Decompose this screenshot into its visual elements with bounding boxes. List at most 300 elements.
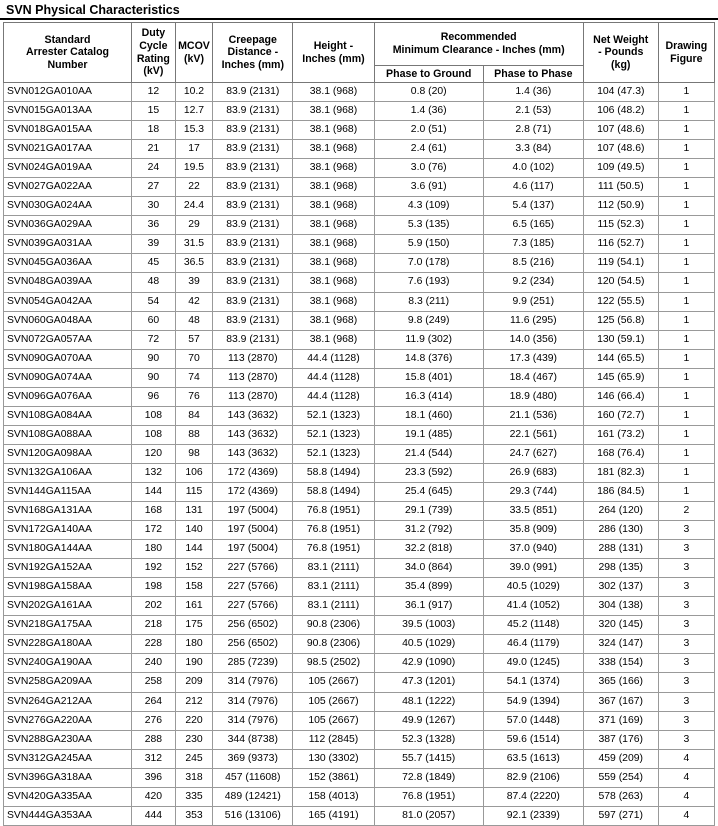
cell-catalog-number: SVN039GA031AA bbox=[4, 235, 132, 254]
cell-height: 52.1 (1323) bbox=[293, 444, 374, 463]
cell-phase-to-ground: 19.1 (485) bbox=[374, 425, 483, 444]
cell-net-weight: 264 (120) bbox=[583, 502, 658, 521]
cell-phase-to-ground: 81.0 (2057) bbox=[374, 806, 483, 825]
cell-mcov: 39 bbox=[175, 273, 212, 292]
table-row bbox=[4, 635, 715, 654]
cell-height: 58.8 (1494) bbox=[293, 463, 374, 482]
cell-mcov: 230 bbox=[175, 730, 212, 749]
cell-net-weight: 304 (138) bbox=[583, 597, 658, 616]
cell-phase-to-ground: 72.8 (1849) bbox=[374, 768, 483, 787]
cell-height: 76.8 (1951) bbox=[293, 521, 374, 540]
table-row bbox=[4, 463, 715, 482]
cell-mcov: 318 bbox=[175, 768, 212, 787]
cell-drawing-figure: 1 bbox=[658, 273, 714, 292]
cell-duty-cycle: 264 bbox=[132, 692, 176, 711]
cell-phase-to-ground: 76.8 (1951) bbox=[374, 787, 483, 806]
cell-creepage: 83.9 (2131) bbox=[213, 102, 293, 121]
cell-net-weight: 387 (176) bbox=[583, 730, 658, 749]
cell-height: 152 (3861) bbox=[293, 768, 374, 787]
cell-catalog-number: SVN108GA088AA bbox=[4, 425, 132, 444]
cell-mcov: 158 bbox=[175, 578, 212, 597]
cell-duty-cycle: 60 bbox=[132, 311, 176, 330]
cell-net-weight: 298 (135) bbox=[583, 559, 658, 578]
cell-height: 158 (4013) bbox=[293, 787, 374, 806]
cell-duty-cycle: 396 bbox=[132, 768, 176, 787]
cell-catalog-number: SVN090GA074AA bbox=[4, 368, 132, 387]
header-creepage bbox=[213, 23, 293, 83]
table-row bbox=[4, 692, 715, 711]
cell-catalog-number: SVN202GA161AA bbox=[4, 597, 132, 616]
cell-height: 44.4 (1128) bbox=[293, 349, 374, 368]
table-row bbox=[4, 521, 715, 540]
cell-phase-to-ground: 52.3 (1328) bbox=[374, 730, 483, 749]
cell-net-weight: 288 (131) bbox=[583, 540, 658, 559]
cell-phase-to-ground: 4.3 (109) bbox=[374, 197, 483, 216]
header-line: - Pounds bbox=[598, 46, 644, 59]
cell-drawing-figure: 3 bbox=[658, 578, 714, 597]
cell-creepage: 83.9 (2131) bbox=[213, 254, 293, 273]
cell-phase-to-phase: 35.8 (909) bbox=[483, 521, 583, 540]
header-clearance bbox=[374, 23, 583, 66]
cell-catalog-number: SVN018GA015AA bbox=[4, 121, 132, 140]
table-row bbox=[4, 121, 715, 140]
cell-creepage: 285 (7239) bbox=[213, 654, 293, 673]
cell-creepage: 314 (7976) bbox=[213, 711, 293, 730]
cell-net-weight: 111 (50.5) bbox=[583, 178, 658, 197]
cell-net-weight: 338 (154) bbox=[583, 654, 658, 673]
cell-height: 58.8 (1494) bbox=[293, 482, 374, 501]
cell-duty-cycle: 228 bbox=[132, 635, 176, 654]
cell-mcov: 245 bbox=[175, 749, 212, 768]
cell-creepage: 83.9 (2131) bbox=[213, 311, 293, 330]
cell-mcov: 190 bbox=[175, 654, 212, 673]
table-row bbox=[4, 673, 715, 692]
table-row bbox=[4, 235, 715, 254]
cell-drawing-figure: 4 bbox=[658, 768, 714, 787]
cell-net-weight: 459 (209) bbox=[583, 749, 658, 768]
cell-mcov: 31.5 bbox=[175, 235, 212, 254]
cell-mcov: 152 bbox=[175, 559, 212, 578]
cell-mcov: 209 bbox=[175, 673, 212, 692]
cell-height: 76.8 (1951) bbox=[293, 540, 374, 559]
cell-mcov: 74 bbox=[175, 368, 212, 387]
header-phase-to-ground: Phase to Ground bbox=[374, 66, 483, 83]
cell-height: 38.1 (968) bbox=[293, 216, 374, 235]
cell-net-weight: 144 (65.5) bbox=[583, 349, 658, 368]
header-net-weight bbox=[583, 23, 658, 83]
cell-phase-to-phase: 4.6 (117) bbox=[483, 178, 583, 197]
cell-catalog-number: SVN420GA335AA bbox=[4, 787, 132, 806]
cell-catalog-number: SVN132GA106AA bbox=[4, 463, 132, 482]
cell-mcov: 115 bbox=[175, 482, 212, 501]
cell-duty-cycle: 18 bbox=[132, 121, 176, 140]
header-line: Recommended bbox=[440, 31, 517, 44]
cell-creepage: 457 (11608) bbox=[213, 768, 293, 787]
cell-mcov: 12.7 bbox=[175, 102, 212, 121]
header-line: Creepage bbox=[228, 33, 277, 46]
cell-creepage: 256 (6502) bbox=[213, 616, 293, 635]
cell-phase-to-ground: 23.3 (592) bbox=[374, 463, 483, 482]
cell-catalog-number: SVN396GA318AA bbox=[4, 768, 132, 787]
cell-creepage: 143 (3632) bbox=[213, 425, 293, 444]
cell-height: 76.8 (1951) bbox=[293, 502, 374, 521]
header-line: Distance - bbox=[227, 46, 279, 59]
cell-mcov: 10.2 bbox=[175, 83, 212, 102]
cell-height: 38.1 (968) bbox=[293, 159, 374, 178]
cell-creepage: 227 (5766) bbox=[213, 578, 293, 597]
cell-phase-to-phase: 21.1 (536) bbox=[483, 406, 583, 425]
cell-net-weight: 181 (82.3) bbox=[583, 463, 658, 482]
table-row bbox=[4, 330, 715, 349]
header-line: Minimum Clearance - Inches (mm) bbox=[392, 44, 565, 56]
cell-creepage: 369 (9373) bbox=[213, 749, 293, 768]
cell-phase-to-ground: 47.3 (1201) bbox=[374, 673, 483, 692]
cell-creepage: 197 (5004) bbox=[213, 521, 293, 540]
cell-duty-cycle: 258 bbox=[132, 673, 176, 692]
cell-catalog-number: SVN444GA353AA bbox=[4, 806, 132, 825]
cell-phase-to-phase: 3.3 (84) bbox=[483, 140, 583, 159]
title-rule bbox=[0, 18, 718, 20]
cell-creepage: 83.9 (2131) bbox=[213, 216, 293, 235]
cell-catalog-number: SVN228GA180AA bbox=[4, 635, 132, 654]
cell-catalog-number: SVN276GA220AA bbox=[4, 711, 132, 730]
cell-duty-cycle: 276 bbox=[132, 711, 176, 730]
table-body bbox=[4, 83, 715, 826]
cell-creepage: 83.9 (2131) bbox=[213, 235, 293, 254]
cell-mcov: 88 bbox=[175, 425, 212, 444]
cell-net-weight: 107 (48.6) bbox=[583, 140, 658, 159]
cell-creepage: 197 (5004) bbox=[213, 502, 293, 521]
cell-net-weight: 320 (145) bbox=[583, 616, 658, 635]
cell-creepage: 83.9 (2131) bbox=[213, 330, 293, 349]
cell-height: 83.1 (2111) bbox=[293, 559, 374, 578]
header-drawing-figure bbox=[658, 23, 714, 83]
cell-height: 38.1 (968) bbox=[293, 273, 374, 292]
table-row bbox=[4, 178, 715, 197]
table-row bbox=[4, 787, 715, 806]
cell-height: 52.1 (1323) bbox=[293, 406, 374, 425]
cell-mcov: 70 bbox=[175, 349, 212, 368]
cell-height: 90.8 (2306) bbox=[293, 635, 374, 654]
cell-creepage: 83.9 (2131) bbox=[213, 292, 293, 311]
cell-catalog-number: SVN048GA039AA bbox=[4, 273, 132, 292]
cell-creepage: 113 (2870) bbox=[213, 368, 293, 387]
cell-net-weight: 109 (49.5) bbox=[583, 159, 658, 178]
cell-mcov: 131 bbox=[175, 502, 212, 521]
cell-net-weight: 146 (66.4) bbox=[583, 387, 658, 406]
cell-drawing-figure: 1 bbox=[658, 330, 714, 349]
cell-mcov: 175 bbox=[175, 616, 212, 635]
cell-phase-to-ground: 55.7 (1415) bbox=[374, 749, 483, 768]
header-line: Number bbox=[47, 58, 88, 71]
cell-catalog-number: SVN264GA212AA bbox=[4, 692, 132, 711]
cell-creepage: 314 (7976) bbox=[213, 692, 293, 711]
cell-catalog-number: SVN027GA022AA bbox=[4, 178, 132, 197]
cell-phase-to-phase: 7.3 (185) bbox=[483, 235, 583, 254]
cell-net-weight: 168 (76.4) bbox=[583, 444, 658, 463]
cell-duty-cycle: 288 bbox=[132, 730, 176, 749]
table-row bbox=[4, 482, 715, 501]
cell-phase-to-ground: 42.9 (1090) bbox=[374, 654, 483, 673]
header-line: Rating bbox=[136, 52, 170, 65]
header-line: Cycle bbox=[139, 39, 168, 52]
cell-drawing-figure: 3 bbox=[658, 635, 714, 654]
cell-phase-to-phase: 6.5 (165) bbox=[483, 216, 583, 235]
cell-mcov: 76 bbox=[175, 387, 212, 406]
cell-catalog-number: SVN096GA076AA bbox=[4, 387, 132, 406]
cell-catalog-number: SVN312GA245AA bbox=[4, 749, 132, 768]
cell-phase-to-ground: 31.2 (792) bbox=[374, 521, 483, 540]
table-row bbox=[4, 559, 715, 578]
table-row bbox=[4, 597, 715, 616]
cell-duty-cycle: 90 bbox=[132, 368, 176, 387]
header-line: Inches (mm) bbox=[221, 58, 284, 71]
cell-phase-to-ground: 7.0 (178) bbox=[374, 254, 483, 273]
cell-mcov: 22 bbox=[175, 178, 212, 197]
cell-net-weight: 122 (55.5) bbox=[583, 292, 658, 311]
header-line: (kV) bbox=[183, 52, 204, 65]
table-row bbox=[4, 749, 715, 768]
cell-creepage: 172 (4369) bbox=[213, 482, 293, 501]
cell-phase-to-phase: 45.2 (1148) bbox=[483, 616, 583, 635]
table-row bbox=[4, 387, 715, 406]
cell-height: 38.1 (968) bbox=[293, 197, 374, 216]
cell-net-weight: 107 (48.6) bbox=[583, 121, 658, 140]
cell-duty-cycle: 108 bbox=[132, 425, 176, 444]
cell-duty-cycle: 132 bbox=[132, 463, 176, 482]
cell-height: 165 (4191) bbox=[293, 806, 374, 825]
cell-phase-to-phase: 29.3 (744) bbox=[483, 482, 583, 501]
header-height bbox=[293, 23, 374, 83]
cell-mcov: 220 bbox=[175, 711, 212, 730]
cell-phase-to-phase: 26.9 (683) bbox=[483, 463, 583, 482]
header-line: (kg) bbox=[611, 58, 631, 71]
cell-duty-cycle: 21 bbox=[132, 140, 176, 159]
cell-phase-to-phase: 33.5 (851) bbox=[483, 502, 583, 521]
cell-net-weight: 324 (147) bbox=[583, 635, 658, 654]
cell-duty-cycle: 180 bbox=[132, 540, 176, 559]
cell-drawing-figure: 1 bbox=[658, 102, 714, 121]
cell-mcov: 29 bbox=[175, 216, 212, 235]
cell-phase-to-ground: 21.4 (544) bbox=[374, 444, 483, 463]
cell-creepage: 489 (12421) bbox=[213, 787, 293, 806]
cell-phase-to-ground: 14.8 (376) bbox=[374, 349, 483, 368]
table-row bbox=[4, 83, 715, 102]
cell-net-weight: 578 (263) bbox=[583, 787, 658, 806]
cell-drawing-figure: 1 bbox=[658, 425, 714, 444]
header-line: Duty bbox=[141, 27, 166, 40]
table-row bbox=[4, 502, 715, 521]
cell-phase-to-phase: 18.9 (480) bbox=[483, 387, 583, 406]
cell-catalog-number: SVN030GA024AA bbox=[4, 197, 132, 216]
cell-net-weight: 597 (271) bbox=[583, 806, 658, 825]
cell-mcov: 48 bbox=[175, 311, 212, 330]
cell-phase-to-ground: 25.4 (645) bbox=[374, 482, 483, 501]
header-mcov bbox=[175, 23, 212, 83]
cell-duty-cycle: 420 bbox=[132, 787, 176, 806]
header-line: Arrester Catalog bbox=[26, 46, 110, 59]
cell-phase-to-phase: 1.4 (36) bbox=[483, 83, 583, 102]
cell-catalog-number: SVN090GA070AA bbox=[4, 349, 132, 368]
cell-phase-to-phase: 2.1 (53) bbox=[483, 102, 583, 121]
cell-creepage: 83.9 (2131) bbox=[213, 197, 293, 216]
cell-height: 38.1 (968) bbox=[293, 330, 374, 349]
cell-mcov: 140 bbox=[175, 521, 212, 540]
cell-duty-cycle: 15 bbox=[132, 102, 176, 121]
table-row bbox=[4, 349, 715, 368]
cell-creepage: 516 (13106) bbox=[213, 806, 293, 825]
cell-mcov: 106 bbox=[175, 463, 212, 482]
cell-creepage: 83.9 (2131) bbox=[213, 159, 293, 178]
cell-phase-to-phase: 22.1 (561) bbox=[483, 425, 583, 444]
cell-mcov: 36.5 bbox=[175, 254, 212, 273]
cell-net-weight: 367 (167) bbox=[583, 692, 658, 711]
cell-drawing-figure: 1 bbox=[658, 121, 714, 140]
cell-duty-cycle: 202 bbox=[132, 597, 176, 616]
cell-creepage: 314 (7976) bbox=[213, 673, 293, 692]
cell-drawing-figure: 1 bbox=[658, 159, 714, 178]
cell-mcov: 144 bbox=[175, 540, 212, 559]
cell-drawing-figure: 3 bbox=[658, 597, 714, 616]
cell-phase-to-ground: 49.9 (1267) bbox=[374, 711, 483, 730]
cell-catalog-number: SVN240GA190AA bbox=[4, 654, 132, 673]
cell-net-weight: 160 (72.7) bbox=[583, 406, 658, 425]
cell-drawing-figure: 3 bbox=[658, 654, 714, 673]
header-line: (kV) bbox=[143, 65, 164, 78]
cell-catalog-number: SVN015GA013AA bbox=[4, 102, 132, 121]
cell-height: 98.5 (2502) bbox=[293, 654, 374, 673]
cell-net-weight: 130 (59.1) bbox=[583, 330, 658, 349]
cell-net-weight: 559 (254) bbox=[583, 768, 658, 787]
cell-height: 105 (2667) bbox=[293, 692, 374, 711]
cell-height: 38.1 (968) bbox=[293, 292, 374, 311]
cell-height: 38.1 (968) bbox=[293, 311, 374, 330]
cell-phase-to-ground: 35.4 (899) bbox=[374, 578, 483, 597]
cell-phase-to-ground: 15.8 (401) bbox=[374, 368, 483, 387]
cell-duty-cycle: 120 bbox=[132, 444, 176, 463]
cell-duty-cycle: 96 bbox=[132, 387, 176, 406]
cell-duty-cycle: 45 bbox=[132, 254, 176, 273]
cell-net-weight: 106 (48.2) bbox=[583, 102, 658, 121]
cell-duty-cycle: 30 bbox=[132, 197, 176, 216]
cell-drawing-figure: 3 bbox=[658, 540, 714, 559]
table-row bbox=[4, 216, 715, 235]
cell-phase-to-ground: 39.5 (1003) bbox=[374, 616, 483, 635]
cell-phase-to-ground: 34.0 (864) bbox=[374, 559, 483, 578]
cell-height: 38.1 (968) bbox=[293, 121, 374, 140]
cell-mcov: 57 bbox=[175, 330, 212, 349]
cell-phase-to-ground: 18.1 (460) bbox=[374, 406, 483, 425]
cell-height: 83.1 (2111) bbox=[293, 597, 374, 616]
cell-phase-to-ground: 29.1 (739) bbox=[374, 502, 483, 521]
table-row bbox=[4, 311, 715, 330]
cell-net-weight: 145 (65.9) bbox=[583, 368, 658, 387]
cell-phase-to-phase: 54.1 (1374) bbox=[483, 673, 583, 692]
cell-drawing-figure: 1 bbox=[658, 178, 714, 197]
cell-height: 38.1 (968) bbox=[293, 178, 374, 197]
cell-mcov: 353 bbox=[175, 806, 212, 825]
cell-phase-to-phase: 9.9 (251) bbox=[483, 292, 583, 311]
table-row bbox=[4, 292, 715, 311]
cell-catalog-number: SVN180GA144AA bbox=[4, 540, 132, 559]
cell-drawing-figure: 1 bbox=[658, 216, 714, 235]
cell-catalog-number: SVN192GA152AA bbox=[4, 559, 132, 578]
cell-phase-to-ground: 7.6 (193) bbox=[374, 273, 483, 292]
header-line: Drawing bbox=[665, 39, 708, 52]
header-line: Standard bbox=[44, 33, 91, 46]
cell-mcov: 17 bbox=[175, 140, 212, 159]
cell-phase-to-phase: 14.0 (356) bbox=[483, 330, 583, 349]
cell-drawing-figure: 1 bbox=[658, 197, 714, 216]
table-row bbox=[4, 140, 715, 159]
table-row bbox=[4, 540, 715, 559]
cell-phase-to-phase: 5.4 (137) bbox=[483, 197, 583, 216]
table-row bbox=[4, 425, 715, 444]
table-row bbox=[4, 102, 715, 121]
table-row bbox=[4, 711, 715, 730]
header-line: MCOV bbox=[178, 39, 210, 52]
physical-characteristics-table bbox=[3, 22, 715, 826]
cell-height: 112 (2845) bbox=[293, 730, 374, 749]
cell-net-weight: 120 (54.5) bbox=[583, 273, 658, 292]
cell-phase-to-phase: 39.0 (991) bbox=[483, 559, 583, 578]
header-duty-cycle bbox=[132, 23, 176, 83]
cell-drawing-figure: 1 bbox=[658, 140, 714, 159]
cell-net-weight: 365 (166) bbox=[583, 673, 658, 692]
cell-mcov: 84 bbox=[175, 406, 212, 425]
cell-phase-to-ground: 2.0 (51) bbox=[374, 121, 483, 140]
cell-duty-cycle: 36 bbox=[132, 216, 176, 235]
cell-duty-cycle: 312 bbox=[132, 749, 176, 768]
cell-phase-to-ground: 16.3 (414) bbox=[374, 387, 483, 406]
cell-duty-cycle: 218 bbox=[132, 616, 176, 635]
cell-duty-cycle: 54 bbox=[132, 292, 176, 311]
cell-net-weight: 161 (73.2) bbox=[583, 425, 658, 444]
cell-net-weight: 186 (84.5) bbox=[583, 482, 658, 501]
cell-creepage: 344 (8738) bbox=[213, 730, 293, 749]
header-catalog-number bbox=[4, 23, 132, 83]
cell-duty-cycle: 192 bbox=[132, 559, 176, 578]
cell-phase-to-phase: 46.4 (1179) bbox=[483, 635, 583, 654]
cell-phase-to-ground: 2.4 (61) bbox=[374, 140, 483, 159]
table-row bbox=[4, 654, 715, 673]
cell-duty-cycle: 27 bbox=[132, 178, 176, 197]
cell-drawing-figure: 1 bbox=[658, 311, 714, 330]
cell-height: 38.1 (968) bbox=[293, 235, 374, 254]
table-row bbox=[4, 616, 715, 635]
cell-net-weight: 119 (54.1) bbox=[583, 254, 658, 273]
cell-catalog-number: SVN288GA230AA bbox=[4, 730, 132, 749]
table-row bbox=[4, 368, 715, 387]
cell-catalog-number: SVN120GA098AA bbox=[4, 444, 132, 463]
cell-catalog-number: SVN072GA057AA bbox=[4, 330, 132, 349]
cell-drawing-figure: 4 bbox=[658, 806, 714, 825]
cell-phase-to-phase: 24.7 (627) bbox=[483, 444, 583, 463]
cell-phase-to-phase: 41.4 (1052) bbox=[483, 597, 583, 616]
cell-drawing-figure: 1 bbox=[658, 368, 714, 387]
cell-mcov: 335 bbox=[175, 787, 212, 806]
cell-drawing-figure: 1 bbox=[658, 235, 714, 254]
cell-net-weight: 104 (47.3) bbox=[583, 83, 658, 102]
cell-height: 38.1 (968) bbox=[293, 140, 374, 159]
cell-catalog-number: SVN168GA131AA bbox=[4, 502, 132, 521]
cell-drawing-figure: 1 bbox=[658, 387, 714, 406]
cell-drawing-figure: 3 bbox=[658, 692, 714, 711]
cell-height: 130 (3302) bbox=[293, 749, 374, 768]
cell-duty-cycle: 144 bbox=[132, 482, 176, 501]
cell-catalog-number: SVN024GA019AA bbox=[4, 159, 132, 178]
cell-net-weight: 286 (130) bbox=[583, 521, 658, 540]
